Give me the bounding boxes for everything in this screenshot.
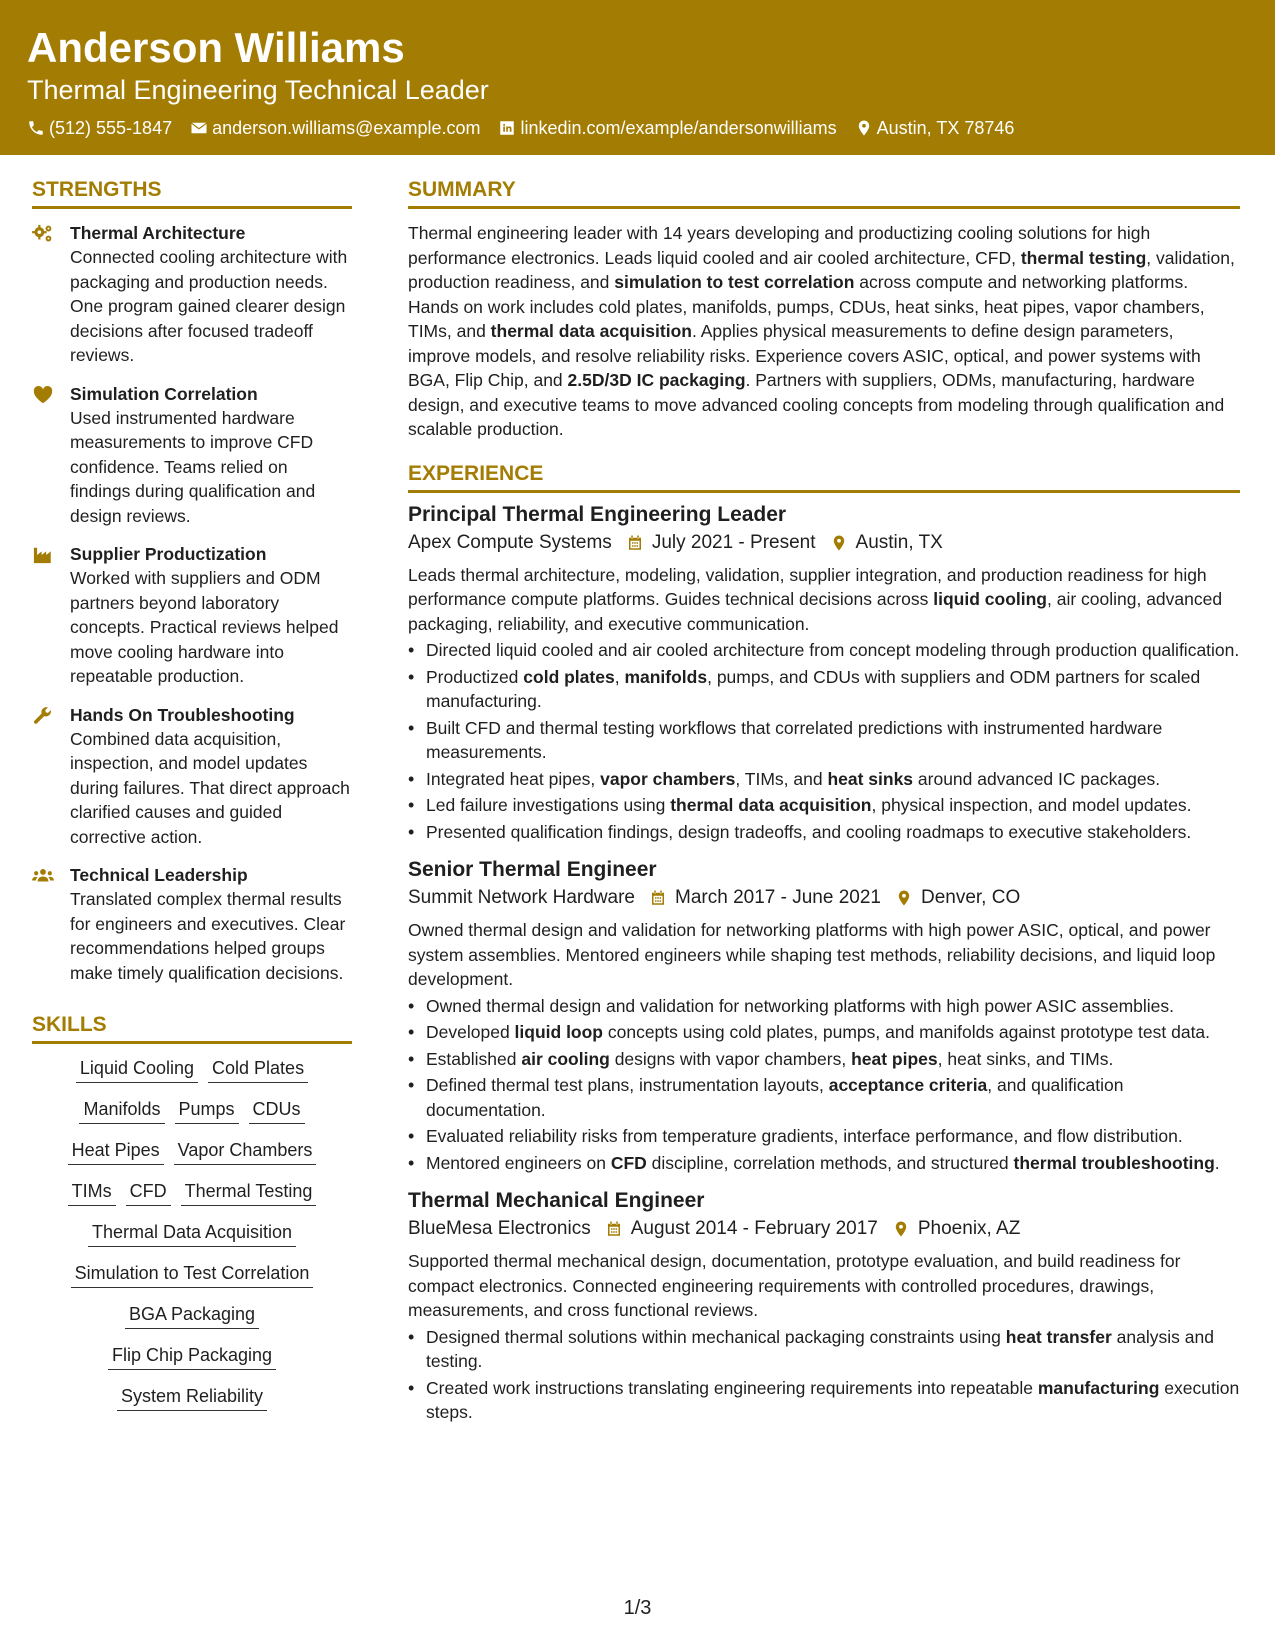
bullet-item (408, 1124, 1240, 1149)
job-dates: July 2021 - Present (651, 531, 816, 553)
text-run: , air cooling, advanced packaging, reliability, and executive communication. (408, 589, 1223, 634)
bold-text: air cooling (521, 1048, 610, 1069)
bold-text: manifolds (624, 666, 708, 687)
contact-email[interactable] (190, 115, 480, 141)
bullet-item (408, 767, 1240, 792)
left-column (32, 176, 352, 1425)
right-column (408, 176, 1240, 1437)
location-pin-icon (855, 119, 873, 137)
bold-text: thermal troubleshooting (1013, 1152, 1215, 1173)
job-location: Austin, TX (855, 531, 943, 553)
contact-linkedin-text[interactable]: linkedin.com/example/andersonwilliams (520, 118, 837, 138)
text-run: across compute and networking platforms. Hands on work includes cold plates, manifolds, pumps, CDUs, heat sinks, heat pipes, vapor chambers, TIMs, and (408, 272, 1205, 341)
text-run: Productized (426, 666, 524, 687)
text-run: Defined thermal test plans, instrumentation layouts, (426, 1075, 829, 1095)
bullet-item (408, 1151, 1240, 1176)
strength-title: Thermal Architecture (70, 223, 246, 243)
job-location: Denver, CO (920, 887, 1021, 908)
text-run: Led failure investigations using (426, 795, 671, 815)
text-run: . Applies physical measurements to define design parameters, improve models, and resolve reliability risks. Experience covers ASIC, optical, and power systems with BGA, Flip Chip, and (408, 321, 1201, 390)
text-run: execution steps. (426, 1377, 1240, 1422)
bold-text: cold plates (523, 666, 615, 687)
phone-icon (27, 119, 45, 137)
text-run: . Partners with suppliers, ODMs, manufacturing, hardware design, and executive teams to move advanced cooling concepts from modeling through qualification and scalable production. (408, 370, 1225, 439)
location-pin-icon (830, 534, 848, 552)
job-bullets (408, 994, 1240, 1176)
text-run: , (614, 666, 625, 687)
job-entry (408, 1187, 1240, 1425)
job-description (408, 1249, 1240, 1323)
text-run: concepts using cold plates, pumps, and manifolds against prototype test data. (603, 1022, 1211, 1042)
skill-tag: TIMs (68, 1179, 116, 1206)
bullet-item (408, 1073, 1240, 1122)
job-bullets (408, 1325, 1240, 1425)
contact-bar (27, 115, 1032, 141)
bullet-item (408, 716, 1240, 765)
skill-row (32, 1138, 352, 1165)
text-run: . (1214, 1152, 1220, 1173)
job-dates: March 2017 - June 2021 (675, 887, 881, 908)
skill-tag: Liquid Cooling (76, 1056, 198, 1083)
job-location: Phoenix, AZ (917, 1218, 1021, 1239)
bullet-item (408, 665, 1240, 714)
bold-text: acceptance criteria (828, 1075, 988, 1095)
text-run: discipline, correlation methods, and structured (646, 1152, 1014, 1173)
text-run: Created work instructions translating engineering requirements into repeatable (426, 1377, 1038, 1398)
skills-list (32, 1056, 352, 1411)
job-title: Thermal Mechanical Engineer (408, 1189, 705, 1212)
job-entry (408, 856, 1240, 1175)
skill-tag: BGA Packaging (125, 1302, 259, 1329)
skill-row (32, 1220, 352, 1247)
candidate-name: Anderson Williams (27, 24, 405, 71)
strength-item (32, 221, 352, 368)
job-title: Principal Thermal Engineering Leader (408, 502, 787, 526)
bold-text: thermal data acquisition (490, 321, 692, 341)
text-run: , validation, production readiness, and (408, 247, 1235, 292)
strength-desc: Translated complex thermal results for engineers and executives. Clear recommendations helped groups make timely qualification decisions. (70, 889, 346, 983)
bullet-item (408, 1376, 1240, 1425)
job-bullets (408, 638, 1240, 844)
page-number: 1/3 (623, 1597, 652, 1619)
contact-location (855, 115, 1015, 141)
text-run: Leads thermal architecture, modeling, validation, supplier integration, and production readiness for high performance compute platforms. Guides technical decisions across (408, 564, 1207, 609)
skill-tag: Pumps (175, 1097, 239, 1124)
bold-text: liquid cooling (933, 589, 1047, 609)
job-company: BlueMesa Electronics (408, 1218, 591, 1239)
job-description (408, 563, 1240, 637)
bold-text: manufacturing (1037, 1377, 1160, 1398)
contact-phone-text: (512) 555-1847 (49, 118, 173, 138)
strength-desc: Used instrumented hardware measurements to improve CFD confidence. Teams relied on findings during qualification and design reviews. (70, 407, 316, 526)
calendar-icon (626, 534, 644, 552)
job-title: Senior Thermal Engineer (408, 858, 657, 881)
users-icon (32, 866, 54, 886)
text-run: Designed thermal solutions within mechanical packaging constraints using (426, 1326, 1006, 1347)
strength-title: Simulation Correlation (70, 383, 258, 404)
skill-row (32, 1302, 352, 1329)
skill-tag: Simulation to Test Correlation (71, 1261, 314, 1288)
bullet-item (408, 820, 1240, 845)
contact-email-text[interactable]: anderson.williams@example.com (212, 118, 481, 138)
contact-phone (27, 115, 172, 141)
job-meta (408, 529, 1240, 557)
skill-tag: Flip Chip Packaging (108, 1343, 276, 1370)
resume-header (0, 0, 1275, 155)
calendar-icon (649, 889, 667, 907)
skill-row (32, 1056, 352, 1083)
bold-text: vapor chambers (600, 768, 736, 789)
bold-text: CFD (610, 1152, 647, 1173)
strength-item (32, 542, 352, 689)
text-run: Directed liquid cooled and air cooled architecture from concept modeling through production qualification. (426, 640, 1240, 660)
text-run: Evaluated reliability risks from temperature gradients, interface performance, and flow distribution. (426, 1126, 1183, 1146)
job-meta (408, 1215, 1240, 1243)
text-run: , heat sinks, and TIMs. (937, 1048, 1114, 1069)
strengths-heading: STRENGTHS (32, 176, 352, 209)
contact-linkedin[interactable] (498, 115, 836, 141)
linkedin-icon (498, 119, 516, 137)
experience-list (408, 501, 1240, 1425)
bold-text: liquid loop (514, 1022, 603, 1042)
bullet-item (408, 1325, 1240, 1374)
skill-tag: Thermal Testing (181, 1179, 317, 1206)
text-run: designs with vapor chambers, (609, 1048, 852, 1069)
text-run: Established (426, 1048, 522, 1069)
text-run: Supported thermal mechanical design, documentation, prototype evaluation, and build readiness for compact electronics. Connected engineering requirements with controlled procedures, drawings, measurements, and cross functional reviews. (408, 1251, 1181, 1320)
bullet-item (408, 793, 1240, 818)
job-company: Apex Compute Systems (408, 531, 612, 553)
candidate-role: Thermal Engineering Technical Leader (27, 75, 489, 105)
bullet-item (408, 638, 1240, 663)
skill-row (32, 1261, 352, 1288)
text-run: Integrated heat pipes, (426, 768, 601, 789)
bold-text: heat pipes (851, 1048, 938, 1069)
location-pin-icon (895, 889, 913, 907)
skill-tag: Vapor Chambers (174, 1138, 317, 1165)
strength-item (32, 703, 352, 850)
text-run: Owned thermal design and validation for networking platforms with high power ASIC assemblies. (426, 995, 1175, 1016)
skill-tag: CFD (126, 1179, 171, 1206)
text-run: Mentored engineers on (426, 1152, 611, 1173)
skill-row (32, 1179, 352, 1206)
skill-tag: Thermal Data Acquisition (88, 1220, 296, 1247)
text-run: Developed (426, 1022, 515, 1042)
contact-location-text: Austin, TX 78746 (876, 118, 1015, 138)
summary-heading: SUMMARY (408, 176, 1240, 209)
industry-icon (32, 545, 54, 565)
job-dates: August 2014 - February 2017 (630, 1218, 878, 1239)
text-run: Owned thermal design and validation for networking platforms with high power ASIC, optical, and power system assemblies. Mentored engineers while shaping test methods, reliability decisions, and liquid loop development. (408, 920, 1216, 989)
text-run: around advanced IC packages. (913, 768, 1161, 789)
skill-row (32, 1097, 352, 1124)
text-run: , physical inspection, and model updates. (871, 795, 1192, 815)
strength-desc: Connected cooling architecture with packaging and production needs. One program gained clearer design decisions after focused tradeoff reviews. (70, 247, 348, 365)
heart-icon (32, 385, 54, 405)
location-pin-icon (892, 1220, 910, 1238)
text-run: Presented qualification findings, design tradeoffs, and cooling roadmaps to executive stakeholders. (426, 821, 1192, 842)
text-run: Thermal engineering leader with 14 years developing and productizing cooling solutions for high performance electronics. Leads liquid cooled and air cooled architecture, CFD, (408, 223, 1151, 268)
strength-title: Supplier Productization (70, 544, 267, 564)
text-run: , TIMs, and (735, 768, 828, 789)
skill-tag: Heat Pipes (68, 1138, 164, 1165)
envelope-icon (190, 119, 208, 137)
job-company: Summit Network Hardware (408, 887, 635, 908)
bold-text: heat transfer (1005, 1326, 1112, 1347)
text-run: Built CFD and thermal testing workflows that correlated predictions with instrumented hardware measurements. (426, 717, 1163, 762)
experience-heading: EXPERIENCE (408, 460, 1240, 493)
strength-item (32, 863, 352, 985)
text-run: , pumps, and CDUs with suppliers and ODM partners for scaled manufacturing. (426, 666, 1201, 711)
skill-tag: Cold Plates (208, 1056, 308, 1083)
wrench-icon (32, 706, 54, 726)
bold-text: thermal testing (1020, 247, 1147, 268)
text-run: analysis and testing. (426, 1326, 1214, 1371)
job-meta (408, 884, 1240, 912)
skill-tag: CDUs (249, 1097, 305, 1124)
strength-title: Hands On Troubleshooting (70, 704, 295, 725)
bullet-item (408, 994, 1240, 1019)
skill-row (32, 1384, 352, 1411)
bullet-item (408, 1020, 1240, 1045)
strength-desc: Combined data acquisition, inspection, and model updates during failures. That direct approach clarified causes and guided corrective action. (70, 728, 350, 847)
bold-text: heat sinks (827, 768, 914, 789)
summary-text (408, 221, 1240, 442)
strength-title: Technical Leadership (70, 865, 248, 885)
bold-text: thermal data acquisition (670, 795, 872, 815)
job-entry (408, 501, 1240, 845)
skill-tag: System Reliability (117, 1384, 267, 1411)
bullet-item (408, 1047, 1240, 1072)
strength-desc: Worked with suppliers and ODM partners beyond laboratory concepts. Practical reviews helped move cooling hardware into repeatable production. (70, 568, 339, 686)
bold-text: 2.5D/3D IC packaging (567, 370, 746, 390)
strength-item (32, 382, 352, 529)
skill-tag: Manifolds (79, 1097, 164, 1124)
text-run: , and qualification documentation. (426, 1075, 1124, 1120)
job-description (408, 918, 1240, 992)
skill-row (32, 1343, 352, 1370)
gears-icon (32, 224, 54, 244)
skills-heading: SKILLS (32, 1011, 352, 1044)
calendar-icon (605, 1220, 623, 1238)
bold-text: simulation to test correlation (614, 272, 855, 292)
